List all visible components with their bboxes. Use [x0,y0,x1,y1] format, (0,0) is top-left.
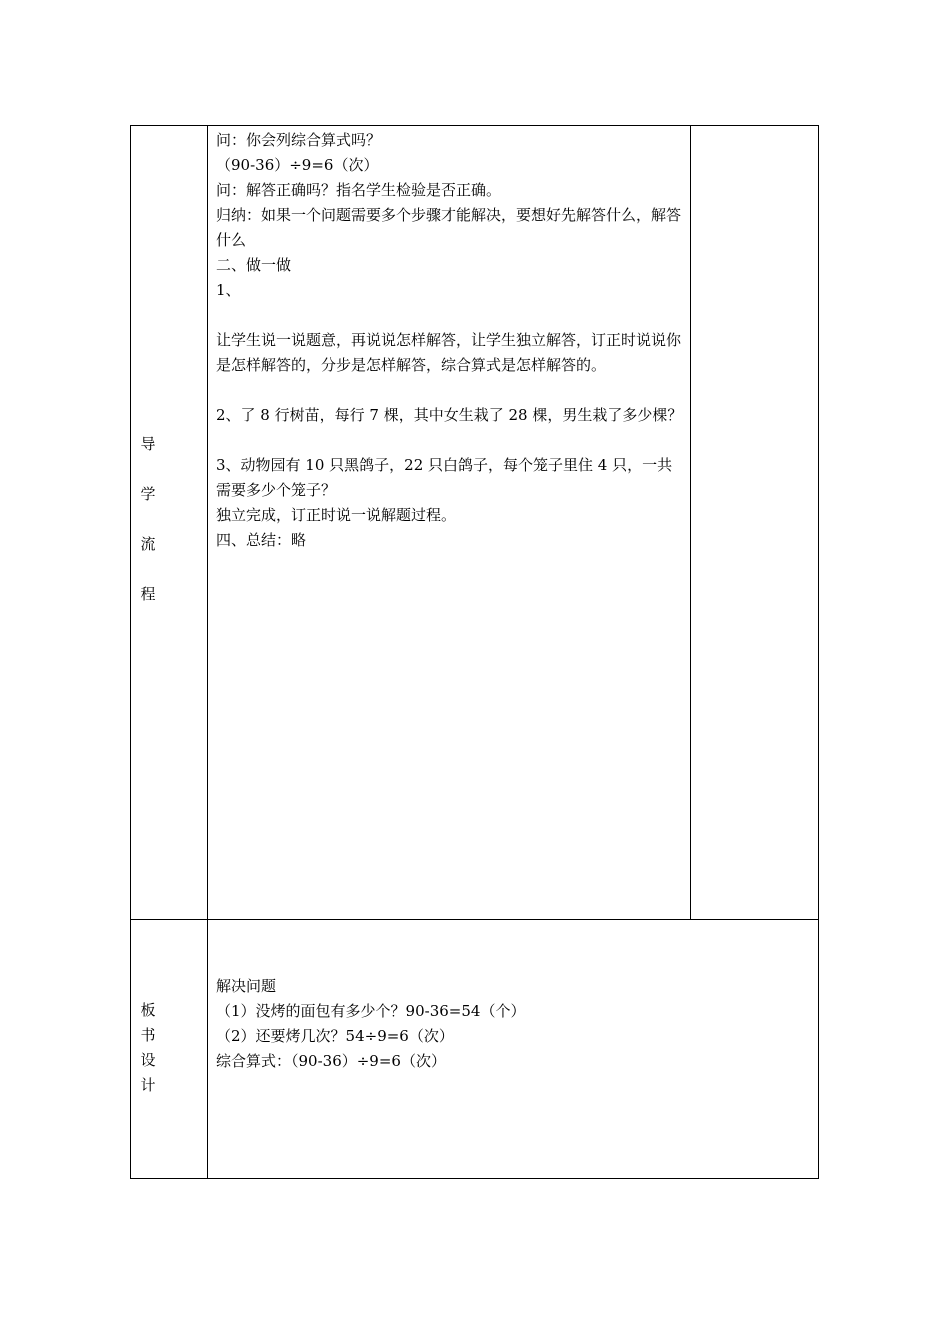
flow-label-char: 程 [140,585,156,603]
row-divider [131,919,818,920]
text-line: 问：你会列综合算式吗？ [216,131,382,149]
text-line: 3、动物园有 10 只黑鸽子，22 只白鸽子，每个笼子里住 4 只，一共需要多少个笼子？ [216,456,673,499]
flow-label-char: 流 [140,535,156,553]
text-line: （2）还要烤几次？54÷9=6（次） [216,1027,454,1045]
label-column-divider [207,126,208,1178]
flow-section-label [138,432,158,632]
flow-label-char: 导 [140,435,156,453]
flow-section-content [216,128,684,553]
blank-line [216,428,684,453]
text-line: 1、 [216,281,241,299]
lesson-table [130,125,819,1179]
board-label-char: 板 [140,1001,156,1019]
notes-column-divider [690,126,691,919]
text-line: 解决问题 [216,977,277,995]
text-line: 让学生说一说题意，再说说怎样解答，让学生独立解答，订正时说说你是怎样解答的，分步是怎样解答，综合算式是怎样解答的。 [216,331,682,374]
board-label-char: 计 [140,1076,156,1094]
board-section-content [216,974,806,1074]
text-line: （90-36）÷9=6（次） [216,156,379,174]
blank-line [216,378,684,403]
text-line: 问：解答正确吗？指名学生检验是否正确。 [216,181,502,199]
text-line: 归纳：如果一个问题需要多个步骤才能解决，要想好先解答什么，解答什么 [216,206,682,249]
board-label-char: 书 [140,1026,156,1044]
text-line: 综合算式：（90-36）÷9=6（次） [216,1052,446,1070]
text-line: 独立完成，订正时说一说解题过程。 [216,506,457,524]
text-line: 二、做一做 [216,256,292,274]
text-line: 四、总结：略 [216,531,307,549]
blank-line [216,303,684,328]
board-label-char: 设 [140,1051,156,1069]
board-section-label [138,998,158,1098]
text-line: 2、了 8 行树苗，每行 7 棵，其中女生栽了 28 棵，男生栽了多少棵？ [216,406,683,424]
text-line: （1）没烤的面包有多少个？90-36=54（个） [216,1002,526,1020]
flow-label-char: 学 [140,485,156,503]
